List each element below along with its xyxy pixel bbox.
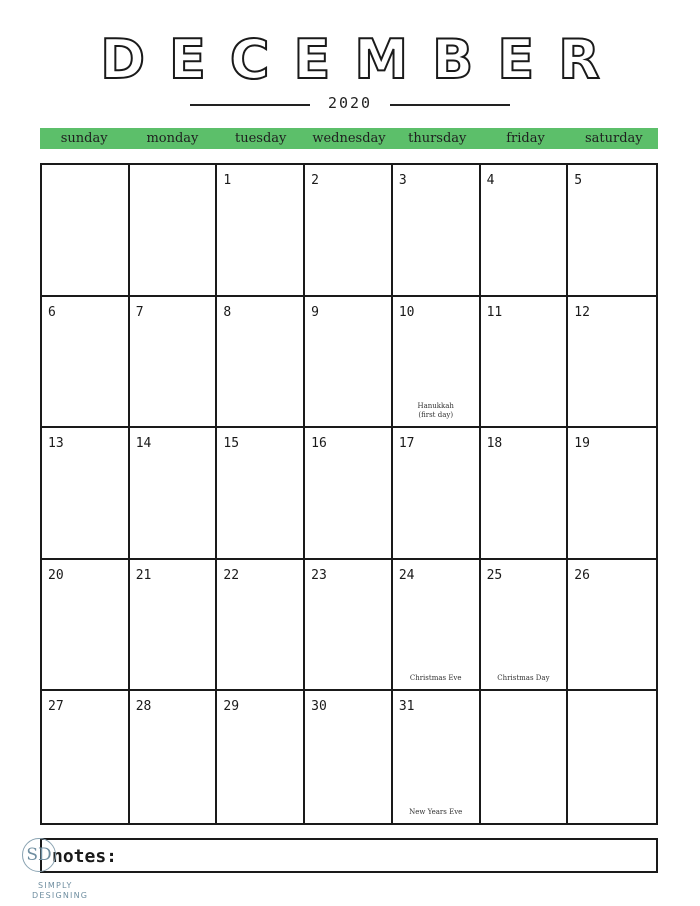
day-number: 26	[574, 567, 590, 583]
weekday-friday: friday	[506, 131, 545, 146]
month-title: DECEMBER	[100, 28, 624, 91]
day-number: 3	[398, 173, 407, 188]
holiday-label: New Years Eve	[409, 808, 463, 816]
day-number: 17	[398, 436, 415, 452]
day-number: 28	[135, 699, 152, 715]
day-number: 30	[311, 699, 327, 715]
year-label: 2020	[327, 94, 373, 112]
weekday-saturday: saturday	[585, 131, 643, 146]
calendar-grid	[40, 163, 658, 825]
day-cell[interactable]	[481, 165, 569, 297]
day-cell[interactable]	[393, 560, 481, 692]
day-number: 11	[486, 304, 503, 320]
day-number: 27	[48, 699, 64, 715]
holiday-label: Hanukkah (first day)	[417, 402, 454, 420]
day-number: 2	[311, 173, 319, 188]
day-cell[interactable]	[393, 428, 481, 560]
empty-day-cell[interactable]	[568, 691, 656, 823]
day-number: 16	[311, 436, 327, 452]
day-number: 8	[223, 304, 232, 320]
day-cell[interactable]	[130, 691, 218, 823]
day-number: 24	[398, 567, 415, 583]
day-cell[interactable]	[481, 297, 569, 429]
day-number: 6	[48, 304, 56, 320]
notes-label: notes:	[52, 846, 118, 867]
day-cell[interactable]	[481, 428, 569, 560]
day-number: 12	[574, 304, 590, 320]
day-cell[interactable]	[42, 560, 130, 692]
day-number: 4	[486, 173, 495, 188]
simply-designing-logo-icon: SD	[22, 838, 56, 872]
day-number: 31	[398, 699, 415, 715]
day-cell[interactable]	[130, 297, 218, 429]
day-cell[interactable]	[568, 165, 656, 297]
day-cell[interactable]	[217, 560, 305, 692]
day-cell[interactable]	[42, 297, 130, 429]
notes-box[interactable]	[40, 838, 658, 873]
day-number: 18	[486, 436, 503, 452]
holiday-label: Christmas Eve	[409, 674, 462, 683]
day-cell[interactable]	[568, 428, 656, 560]
brand-line-1: SIMPLY	[38, 881, 73, 890]
day-number: 19	[574, 436, 590, 452]
day-cell[interactable]	[305, 428, 393, 560]
day-cell[interactable]	[305, 297, 393, 429]
day-number: 21	[135, 567, 152, 583]
day-number: 9	[311, 304, 319, 320]
weekday-wednesday: wednesday	[312, 131, 386, 146]
day-number: 1	[223, 173, 232, 188]
year-row	[0, 92, 700, 116]
day-cell[interactable]	[393, 165, 481, 297]
weekday-tuesday: tuesday	[235, 131, 287, 146]
day-cell[interactable]	[568, 560, 656, 692]
day-number: 10	[398, 304, 415, 320]
day-cell[interactable]	[217, 297, 305, 429]
weekday-sunday: sunday	[60, 131, 108, 146]
empty-day-cell[interactable]	[42, 165, 130, 297]
day-number: 29	[223, 699, 240, 715]
day-cell[interactable]	[130, 428, 218, 560]
day-cell[interactable]	[305, 165, 393, 297]
holiday-label: Christmas Day	[497, 674, 550, 683]
year-divider-right	[390, 104, 510, 106]
day-number: 25	[486, 567, 503, 583]
weekday-monday: monday	[146, 131, 199, 146]
day-cell[interactable]	[130, 560, 218, 692]
day-cell[interactable]	[217, 428, 305, 560]
day-cell[interactable]	[42, 691, 130, 823]
day-number: 20	[48, 567, 64, 583]
day-cell[interactable]	[217, 691, 305, 823]
day-cell[interactable]	[393, 691, 481, 823]
year-divider-left	[190, 104, 310, 106]
day-cell[interactable]	[568, 297, 656, 429]
day-cell[interactable]	[217, 165, 305, 297]
day-number: 13	[48, 436, 64, 452]
weekday-header-bar	[40, 128, 658, 149]
weekday-thursday: thursday	[408, 131, 467, 146]
day-number: 22	[223, 567, 240, 583]
day-cell[interactable]	[305, 691, 393, 823]
brand-line-2: DESIGNING	[32, 891, 89, 900]
day-number: 15	[223, 436, 240, 452]
day-cell[interactable]	[481, 560, 569, 692]
day-number: 5	[574, 173, 583, 188]
day-cell[interactable]	[393, 297, 481, 429]
empty-day-cell[interactable]	[130, 165, 218, 297]
day-number: 14	[135, 436, 152, 452]
day-number: 7	[135, 304, 144, 320]
day-cell[interactable]	[305, 560, 393, 692]
day-number: 23	[311, 567, 327, 583]
day-cell[interactable]	[42, 428, 130, 560]
empty-day-cell[interactable]	[481, 691, 569, 823]
brand-wordmark	[32, 881, 92, 901]
